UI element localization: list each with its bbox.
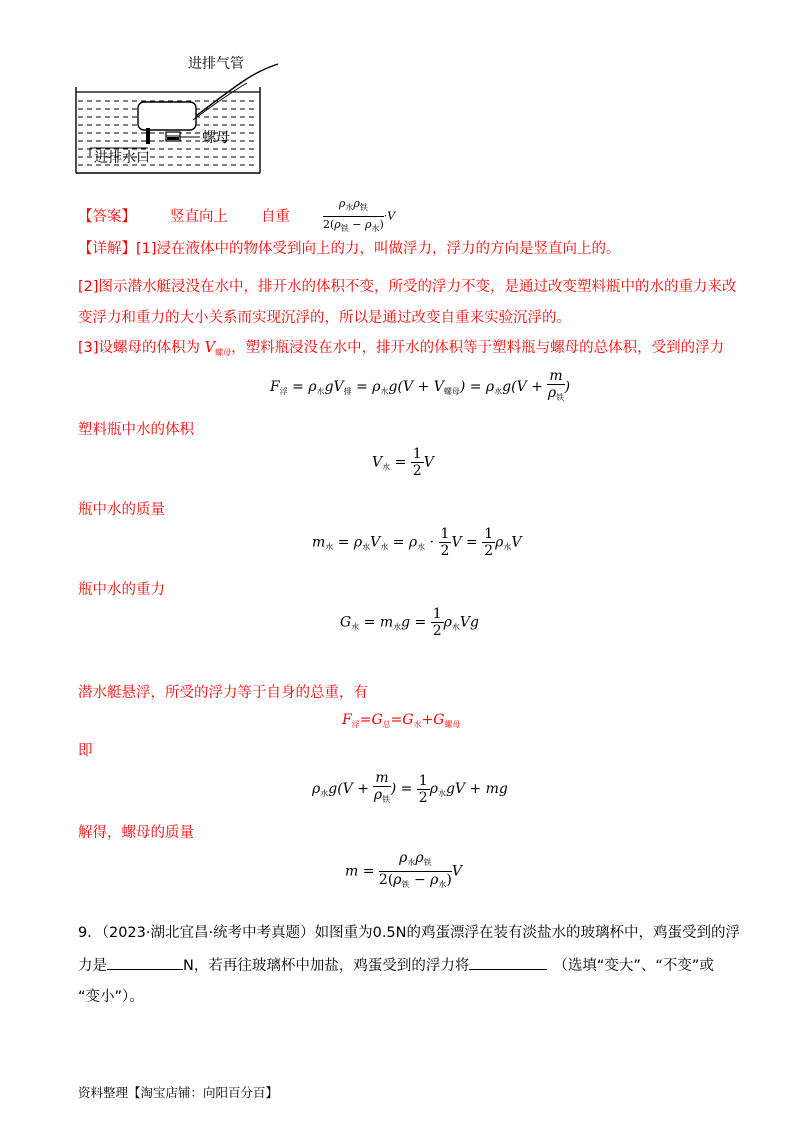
- submarine-diagram: [60, 50, 290, 190]
- q9-text-b: N，若再往玻璃杯中加盐，鸡蛋受到的浮力将: [183, 958, 470, 974]
- explain-tag: 【详解】: [78, 241, 136, 257]
- label-solve: 解得，螺母的质量: [78, 825, 194, 841]
- label-nut: 螺母: [202, 130, 230, 146]
- question-9-line3: “变小”）。: [78, 989, 144, 1005]
- explain-p3b: ，塑料瓶浸没在水中，排开水的体积等于塑料瓶与螺母的总体积，受到的浮力: [231, 340, 725, 356]
- q9-text-a: 力是: [78, 958, 107, 974]
- explain-p2a: [2]图示潜水艇浸没在水中，排开水的体积不变，所受的浮力不变，是通过改变塑料瓶中的水的重力来改: [78, 279, 737, 295]
- equation-balance: $F_浮=G_总=G_水+G_{螺母}$: [342, 712, 461, 729]
- explain-p1: [78, 239, 621, 259]
- equation-buoyancy: $F_浮 = \rho_水gV_排 = \rho_水g(V + V_{螺母}) = \rho_水g(V$ + $\frac{m}{\rho_铁}$ ): [270, 368, 571, 402]
- footer-note: 资料整理【淘宝店铺：向阳百分百】: [78, 1085, 279, 1100]
- equation-water-weight: $G_水 = m_水g$ = $\frac{1}{2}$ $\rho_水Vg$: [340, 606, 479, 639]
- equation-ji: $\rho_水g(V$ + $\frac{m}{\rho_铁}$ ) = $\frac{1}{2}$ $\rho_水gV$ + mg: [312, 770, 508, 806]
- answer-tag: 【答案】: [78, 209, 136, 225]
- answer-blank-2[interactable]: [469, 955, 547, 970]
- label-bottle-volume: 塑料瓶中水的体积: [78, 422, 194, 438]
- label-ji: 即: [78, 743, 93, 759]
- explain-p2b: 变浮力和重力的大小关系而实现沉浮的，所以是通过改变自重来实验沉浮的。: [78, 310, 571, 326]
- equation-water-mass: $m_水 = \rho_水V_水 = \rho_水$ · $\frac{1}{2}$ V = $\frac{1}{2}$ $\rho_水V$: [312, 526, 522, 559]
- question-9-line1: 9．（2023·湖北宜昌·统考中考真题）如图重为0.5N的鸡蛋漂浮在装有淡盐水的玻璃杯中，鸡蛋受到的浮: [78, 925, 740, 941]
- label-water-mass: 瓶中水的质量: [78, 502, 165, 518]
- label-suspend: 潜水艇悬浮，所受的浮力等于自身的总重，有: [78, 685, 368, 701]
- equation-water-volume: $V_水$ = $\frac{1}{2}$ V: [372, 446, 434, 479]
- answer-blank-1[interactable]: [107, 955, 183, 970]
- answer-line: [78, 207, 778, 227]
- answer-2: 自重: [261, 209, 290, 225]
- explain-text-1: [1]浸在液体中的物体受到向上的力，叫做浮力，浮力的方向是竖直向上的。: [136, 241, 621, 257]
- label-inlet-port: 进排水口: [94, 150, 150, 166]
- submarine-figure: [60, 50, 290, 190]
- q9-text-c: （选填“变大”、“不变”或: [553, 958, 714, 974]
- equation-result: m = $\frac{\rho_水\rho_铁}{2(\rho_铁 - \rho_水)}$ V: [345, 850, 462, 889]
- explain-p3: [3]设螺母的体积为 $V_{螺母}$，塑料瓶浸没在水中，排开水的体积等于塑料瓶与螺母的总体积，受到的浮力: [78, 340, 725, 357]
- nut-subscript: 螺母: [215, 348, 232, 357]
- label-intake-pipe: 进排气管: [188, 56, 244, 72]
- label-water-weight: 瓶中水的重力: [78, 582, 165, 598]
- answer-1: 竖直向上: [170, 209, 228, 225]
- explain-p3a: [3]设螺母的体积为: [78, 340, 201, 356]
- question-9-line2: [78, 955, 714, 976]
- answer-3-formula: $\frac{\rho_水\rho_铁}{2(\rho_铁 - \rho_水)}$ ·V: [323, 197, 396, 233]
